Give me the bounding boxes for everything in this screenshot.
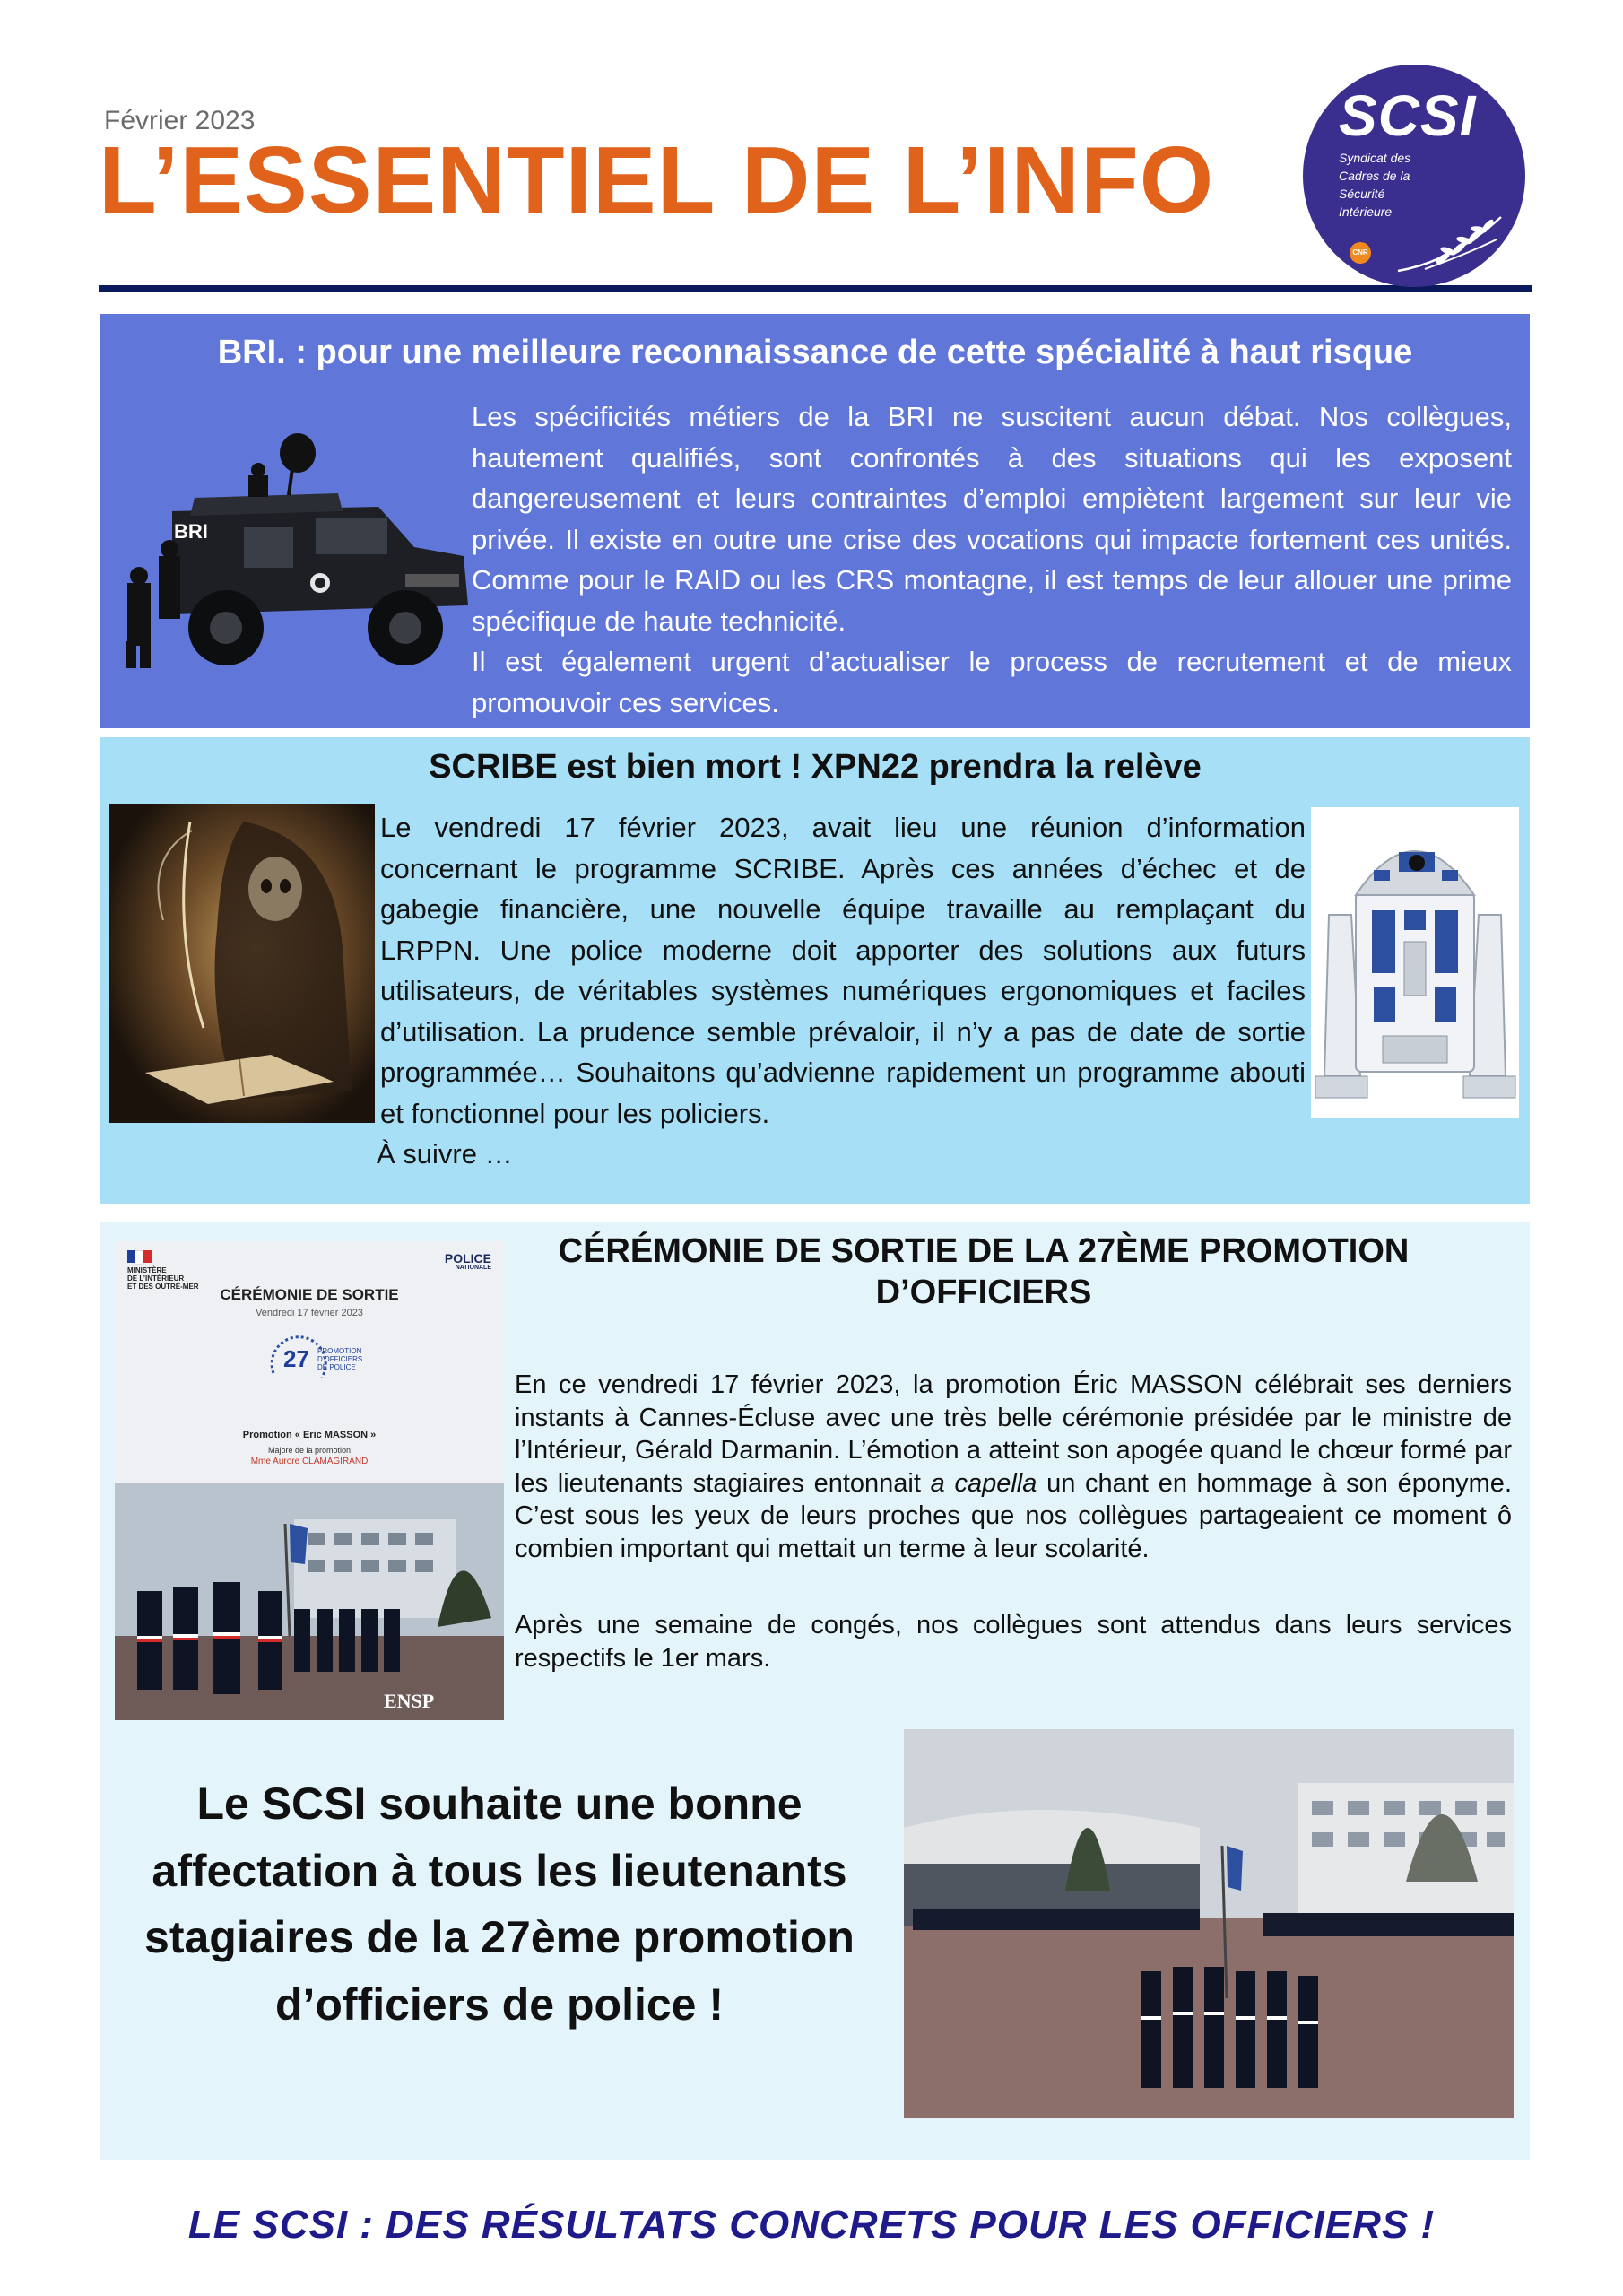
poster-ministry: MINISTÈRE DE L’INTÉRIEUR ET DES OUTRE-MER xyxy=(127,1266,199,1291)
footer-slogan: LE SCSI : DES RÉSULTATS CONCRETS POUR LES OFFICIERS ! xyxy=(187,2203,1436,2247)
ceremony-article xyxy=(100,1222,1530,2160)
scribe-follow-up: À suivre … xyxy=(377,1138,513,1170)
poster-promotion: Promotion « Eric MASSON » xyxy=(242,1430,377,1440)
ceremony-headline: CÉRÉMONIE DE SORTIE DE LA 27ÈME PROMOTION D’OFFICIERS xyxy=(558,1232,1410,1311)
wheat-icon xyxy=(1389,199,1515,280)
poster-major-name: Mme Aurore CLAMAGIRAND xyxy=(250,1457,369,1466)
bri-armored-vehicle-image xyxy=(109,413,477,691)
bri-headline: BRI. : pour une meilleure reconnaissance de cette spécialité à haut risque xyxy=(217,334,1413,371)
scribe-body-text: Le vendredi 17 février 2023, avait lieu une réunion d’information concernant le programme SCRIBE. Après ces années d’échec et de gabegie financière, une nouvelle équipe travaille au remplaçant du LRPPN. Une police moderne doit apporter des solutions aux futurs utilisateurs, de véritables systèmes numériques ergonomiques et faciles d’utilisation. La prudence semble prévaloir, il n’y a pas de date de sortie programmée… Souhaitons qu’advienne rapidement un programme abouti et fonctionnel pour les policiers. xyxy=(380,812,1306,1129)
ceremony-paragraph-2: Après une semaine de congés, nos collègues sont attendus dans leurs services respectifs le 1er mars. xyxy=(515,1611,1512,1673)
poster-school: ENSP xyxy=(384,1690,435,1712)
ceremony-parade-ground-photo xyxy=(904,1729,1514,2118)
ceremony-parade-photo xyxy=(115,1483,504,1720)
ceremony-paragraph-1: En ce vendredi 17 février 2023, la promotion Éric MASSON célébrait ses derniers instants à Cannes-Écluse avec une très belle cérémonie présidée par le ministre de l’Intérieur, Gérald Darmanin. L’émotion a atteint son apogée quand le chœur formé par les lieutenants stagiaires entonnait a capella un chant en hommage à son éponyme. C’est sous les yeux de leurs proches que nos collègues partageaient ce moment ô combien important qui mettait un terme à leur scolarité. xyxy=(515,1370,1512,1563)
logo-line: Intérieure xyxy=(1339,204,1393,219)
ceremony-wish-message: Le SCSI souhaite une bonne affectation à tous les lieutenants stagiaires de la 27ème promotion d’officiers de police ! xyxy=(144,1779,855,2030)
scribe-article xyxy=(100,737,1530,1204)
poster-police-mark: POLICE NATIONALE xyxy=(444,1251,491,1271)
bri-body-text: Les spécificités métiers de la BRI ne suscitent aucun débat. Nos collègues, hautement qualifiés, sont confrontés à des situations qui les exposent dangereusement et leurs contraintes d’emploi empiètent largement sur leur vie privée. Il existe en outre une crise des vocations qui impacte fortement ces unités. Comme pour le RAID ou les CRS montagne, il est temps de leur allouer une prime spécifique de haute technicité. Il est également urgent d’actualiser le process de recrutement et de mieux promouvoir ces services. xyxy=(472,401,1512,718)
logo-badge: CNR xyxy=(1350,242,1371,264)
ceremony-poster-image xyxy=(115,1241,504,1720)
vehicle-label: BRI xyxy=(174,520,208,543)
logo-line: Syndicat des xyxy=(1339,151,1411,165)
newsletter-title: L’ESSENTIEL DE L’INFO xyxy=(99,127,1215,233)
poster-heading: CÉRÉMONIE DE SORTIE xyxy=(220,1286,399,1303)
bri-article xyxy=(100,314,1530,728)
logo-line: Cadres de la xyxy=(1339,169,1410,183)
issue-date: Février 2023 xyxy=(104,106,256,135)
scsi-logo xyxy=(1303,65,1525,287)
poster-date: Vendredi 17 février 2023 xyxy=(256,1308,363,1318)
poster-major-label: Majore de la promotion xyxy=(267,1446,352,1455)
header-divider xyxy=(99,285,1532,292)
logo-line: Sécurité xyxy=(1339,187,1385,201)
r2d2-robot-image xyxy=(1311,807,1519,1118)
poster-promo-lines: PROMOTION D’OFFICIERS DE POLICE xyxy=(317,1347,363,1371)
grim-reaper-illustration xyxy=(109,804,375,1123)
scribe-headline: SCRIBE est bien mort ! XPN22 prendra la relève xyxy=(429,748,1202,786)
poster-number: 27 xyxy=(283,1345,309,1372)
logo-name: SCSI xyxy=(1339,83,1477,148)
